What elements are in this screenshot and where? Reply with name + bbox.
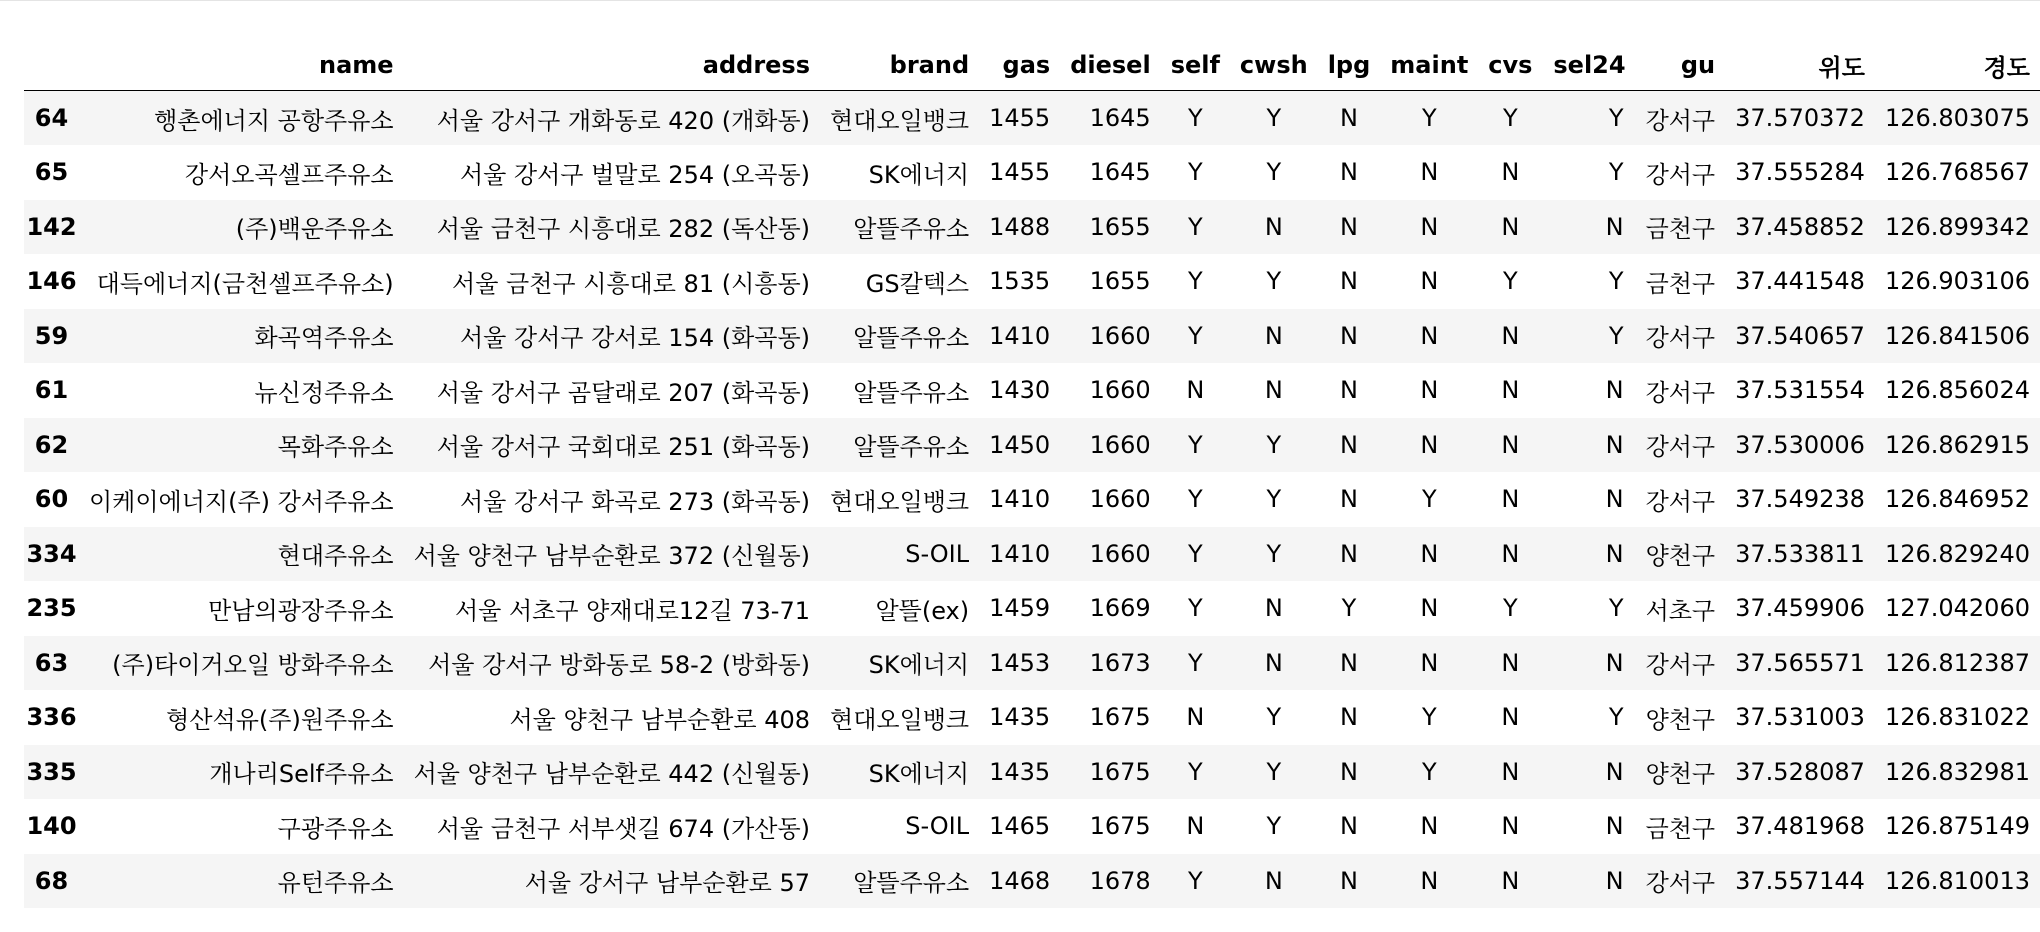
cell-latitude: 37.570372	[1735, 104, 1865, 132]
cell-latitude: 37.565571	[1735, 648, 1865, 677]
cell-cvs: Y	[1503, 594, 1518, 623]
column-header-lpg: lpg	[1318, 44, 1381, 91]
table-row	[24, 854, 2040, 909]
cell-longitude: 126.831022	[1884, 703, 2030, 732]
row-index: 64	[34, 104, 69, 132]
cell-brand: GS칼텍스	[865, 269, 970, 298]
cell-maint: N	[1420, 321, 1439, 350]
cell-gas: 1410	[989, 539, 1051, 568]
cell-sel24: N	[1605, 212, 1624, 241]
cell-cvs: N	[1501, 321, 1520, 350]
cell-longitude: 126.812387	[1884, 648, 2030, 677]
cell-maint: Y	[1421, 104, 1437, 132]
cell-lpg: N	[1340, 485, 1358, 514]
column-header-index	[24, 44, 79, 91]
cell-address: 서울 양천구 남부순환로 408	[509, 705, 811, 734]
table-row	[24, 581, 2040, 636]
cell-cvs: N	[1501, 376, 1520, 405]
cell-cwsh: Y	[1266, 104, 1282, 132]
cell-brand: 알뜰(ex)	[875, 596, 970, 625]
column-header-latitude: 위도	[1725, 44, 1875, 91]
cell-sel24: N	[1605, 539, 1624, 568]
cell-cvs: N	[1501, 703, 1520, 732]
cell-self: N	[1186, 812, 1205, 841]
cell-cvs: Y	[1503, 104, 1518, 132]
cell-self: Y	[1187, 539, 1203, 568]
cell-lpg: N	[1340, 267, 1358, 296]
cell-lpg: N	[1340, 812, 1358, 841]
cell-gas: 1453	[989, 648, 1051, 677]
cell-gu: 서초구	[1645, 596, 1716, 625]
cell-diesel: 1660	[1089, 430, 1151, 459]
cell-cwsh: Y	[1266, 267, 1282, 296]
cell-sel24: N	[1605, 757, 1624, 786]
table-row	[24, 418, 2040, 473]
column-header-address: address	[404, 44, 820, 91]
cell-address: 서울 강서구 방화동로 58-2 (방화동)	[428, 651, 811, 680]
cell-brand: 알뜰주유소	[853, 378, 970, 407]
cell-address: 서울 강서구 화곡로 273 (화곡동)	[459, 487, 811, 516]
cell-lpg: N	[1340, 321, 1358, 350]
cell-name: 이케이에너지(주) 강서주유소	[88, 487, 394, 516]
cell-name: 구광주유소	[277, 814, 394, 843]
cell-self: Y	[1187, 648, 1203, 677]
cell-gas: 1430	[989, 376, 1051, 405]
cell-sel24: Y	[1608, 594, 1624, 623]
cell-name: 형산석유(주)원주유소	[166, 705, 394, 734]
cell-cwsh: Y	[1266, 430, 1282, 459]
cell-sel24: N	[1605, 376, 1624, 405]
cell-name: (주)타이거오일 방화주유소	[112, 651, 394, 680]
cell-name: 현대주유소	[277, 542, 394, 571]
cell-self: N	[1186, 703, 1205, 732]
cell-cvs: N	[1501, 430, 1520, 459]
row-index: 68	[34, 866, 69, 895]
cell-cvs: N	[1501, 866, 1520, 895]
cell-latitude: 37.557144	[1735, 866, 1865, 895]
cell-sel24: Y	[1608, 158, 1624, 187]
cell-maint: N	[1420, 648, 1439, 677]
cell-latitude: 37.459906	[1735, 594, 1865, 623]
cell-gu: 강서구	[1645, 487, 1716, 516]
cell-address: 서울 금천구 시흥대로 282 (독산동)	[436, 215, 811, 244]
cell-maint: N	[1420, 430, 1439, 459]
cell-cwsh: Y	[1266, 485, 1282, 514]
cell-address: 서울 강서구 벌말로 254 (오곡동)	[459, 160, 811, 189]
cell-longitude: 126.803075	[1884, 104, 2030, 132]
row-index: 61	[34, 376, 69, 405]
cell-self: Y	[1187, 212, 1203, 241]
cell-maint: N	[1420, 812, 1439, 841]
cell-gas: 1435	[989, 703, 1051, 732]
cell-gu: 양천구	[1645, 705, 1716, 734]
cell-sel24: Y	[1608, 703, 1624, 732]
cell-self: Y	[1187, 757, 1203, 786]
cell-gas: 1455	[989, 104, 1051, 132]
cell-cwsh: N	[1264, 866, 1283, 895]
cell-address: 서울 강서구 곰달래로 207 (화곡동)	[436, 378, 811, 407]
cell-latitude: 37.533811	[1735, 539, 1865, 568]
cell-maint: N	[1420, 866, 1439, 895]
cell-lpg: N	[1340, 430, 1358, 459]
cell-latitude: 37.555284	[1735, 158, 1865, 187]
cell-diesel: 1675	[1089, 703, 1151, 732]
cell-cwsh: N	[1264, 321, 1283, 350]
cell-brand: SK에너지	[868, 760, 970, 789]
cell-longitude: 126.832981	[1884, 757, 2030, 786]
cell-lpg: N	[1340, 539, 1358, 568]
cell-self: Y	[1187, 866, 1203, 895]
cell-name: 만남의광장주유소	[208, 596, 394, 625]
table-row	[24, 472, 2040, 527]
column-header-sel24: sel24	[1542, 44, 1635, 91]
cell-name: 화곡역주유소	[254, 324, 394, 353]
cell-maint: Y	[1421, 485, 1437, 514]
cell-diesel: 1660	[1089, 539, 1151, 568]
cell-diesel: 1669	[1089, 594, 1151, 623]
cell-self: Y	[1187, 267, 1203, 296]
cell-maint: N	[1420, 158, 1439, 187]
column-header-gu: gu	[1636, 44, 1726, 91]
cell-brand: 알뜰주유소	[853, 324, 970, 353]
cell-gas: 1410	[989, 485, 1051, 514]
table-row	[24, 91, 2040, 146]
cell-maint: N	[1420, 376, 1439, 405]
row-index: 335	[26, 757, 77, 786]
dataframe-output	[24, 44, 2040, 908]
cell-maint: N	[1420, 267, 1439, 296]
cell-lpg: N	[1340, 158, 1358, 187]
cell-latitude: 37.481968	[1735, 812, 1865, 841]
cell-name: 행촌에너지 공항주유소	[154, 106, 394, 135]
cell-address: 서울 강서구 강서로 154 (화곡동)	[459, 324, 811, 353]
cell-brand: 현대오일뱅크	[830, 106, 970, 135]
cell-longitude: 127.042060	[1884, 594, 2030, 623]
cell-name: 목화주유소	[277, 433, 394, 462]
table-row	[24, 799, 2040, 854]
cell-diesel: 1655	[1089, 267, 1151, 296]
cell-self: Y	[1187, 158, 1203, 187]
cell-name: (주)백운주유소	[235, 215, 394, 244]
cell-sel24: N	[1605, 866, 1624, 895]
column-header-name: name	[79, 44, 404, 91]
row-index: 65	[34, 158, 69, 187]
cell-lpg: N	[1340, 866, 1358, 895]
row-index: 334	[26, 539, 77, 568]
cell-lpg: N	[1340, 104, 1358, 132]
cell-cwsh: N	[1264, 376, 1283, 405]
cell-longitude: 126.903106	[1884, 267, 2030, 296]
table-row	[24, 254, 2040, 309]
cell-brand: S-OIL	[905, 812, 970, 841]
cell-brand: 알뜰주유소	[853, 433, 970, 462]
cell-sel24: N	[1605, 430, 1624, 459]
cell-sel24: N	[1605, 485, 1624, 514]
cell-gu: 강서구	[1645, 433, 1716, 462]
cell-cwsh: N	[1264, 212, 1283, 241]
cell-maint: N	[1420, 212, 1439, 241]
column-header-longitude: 경도	[1875, 44, 2040, 91]
cell-brand: 알뜰주유소	[853, 215, 970, 244]
cell-address: 서울 강서구 개화동로 420 (개화동)	[436, 106, 811, 135]
table-row	[24, 200, 2040, 255]
cell-cwsh: N	[1264, 594, 1283, 623]
cell-maint: N	[1420, 539, 1439, 568]
dataframe-table	[24, 44, 2040, 908]
cell-gas: 1435	[989, 757, 1051, 786]
row-index: 60	[34, 485, 69, 514]
cell-cvs: Y	[1503, 267, 1518, 296]
table-row	[24, 636, 2040, 691]
cell-gas: 1455	[989, 158, 1051, 187]
cell-brand: 현대오일뱅크	[830, 487, 970, 516]
table-row	[24, 145, 2040, 200]
cell-name: 강서오곡셀프주유소	[184, 160, 394, 189]
cell-gas: 1468	[989, 866, 1051, 895]
cell-cwsh: Y	[1266, 539, 1282, 568]
row-index: 59	[34, 321, 69, 350]
cell-sel24: Y	[1608, 267, 1624, 296]
cell-name: 뉴신정주유소	[254, 378, 394, 407]
cell-diesel: 1655	[1089, 212, 1151, 241]
cell-cvs: N	[1501, 158, 1520, 187]
cell-latitude: 37.531003	[1735, 703, 1865, 732]
table-row	[24, 745, 2040, 800]
column-header-cvs: cvs	[1478, 44, 1542, 91]
cell-cvs: N	[1501, 212, 1520, 241]
cell-cwsh: Y	[1266, 757, 1282, 786]
cell-gas: 1450	[989, 430, 1051, 459]
cell-address: 서울 양천구 남부순환로 442 (신월동)	[413, 760, 811, 789]
cell-maint: N	[1420, 594, 1439, 623]
column-header-gas: gas	[979, 44, 1060, 91]
cell-gu: 강서구	[1645, 378, 1716, 407]
cell-gu: 양천구	[1645, 542, 1716, 571]
cell-gas: 1459	[989, 594, 1051, 623]
cell-gu: 강서구	[1645, 160, 1716, 189]
cell-cvs: N	[1501, 539, 1520, 568]
cell-diesel: 1660	[1089, 321, 1151, 350]
cell-longitude: 126.862915	[1884, 430, 2030, 459]
row-index: 146	[26, 267, 77, 296]
cell-address: 서울 강서구 남부순환로 57	[524, 869, 811, 898]
cell-gas: 1535	[989, 267, 1051, 296]
column-header-self: self	[1161, 44, 1230, 91]
cell-diesel: 1678	[1089, 866, 1151, 895]
cell-cvs: N	[1501, 648, 1520, 677]
cell-diesel: 1675	[1089, 757, 1151, 786]
table-row	[24, 527, 2040, 582]
cell-longitude: 126.899342	[1884, 212, 2030, 241]
cell-diesel: 1660	[1089, 485, 1151, 514]
cell-address: 서울 금천구 시흥대로 81 (시흥동)	[452, 269, 811, 298]
cell-sel24: Y	[1608, 104, 1624, 132]
cell-brand: 알뜰주유소	[853, 869, 970, 898]
cell-cwsh: Y	[1266, 158, 1282, 187]
cell-diesel: 1645	[1089, 158, 1151, 187]
row-index: 142	[26, 212, 77, 241]
row-index: 235	[26, 594, 77, 623]
cell-cwsh: Y	[1266, 703, 1282, 732]
column-header-brand: brand	[820, 44, 979, 91]
cell-gu: 강서구	[1645, 324, 1716, 353]
cell-longitude: 126.810013	[1884, 866, 2030, 895]
cell-cvs: N	[1501, 485, 1520, 514]
cell-longitude: 126.875149	[1884, 812, 2030, 841]
cell-self: N	[1186, 376, 1205, 405]
cell-self: Y	[1187, 104, 1203, 132]
cell-name: 유턴주유소	[277, 869, 394, 898]
cell-gu: 금천구	[1645, 814, 1716, 843]
cell-brand: S-OIL	[905, 539, 970, 568]
cell-address: 서울 서초구 양재대로12길 73-71	[455, 596, 811, 625]
row-index: 140	[26, 812, 77, 841]
table-body	[24, 91, 2040, 909]
cell-brand: SK에너지	[868, 651, 970, 680]
cell-longitude: 126.856024	[1884, 376, 2030, 405]
cell-lpg: Y	[1341, 594, 1357, 623]
cell-gu: 강서구	[1645, 651, 1716, 680]
cell-maint: Y	[1421, 757, 1437, 786]
column-header-maint: maint	[1380, 44, 1478, 91]
cell-gu: 금천구	[1645, 269, 1716, 298]
cell-address: 서울 금천구 서부샛길 674 (가산동)	[436, 814, 811, 843]
cell-lpg: N	[1340, 757, 1358, 786]
cell-longitude: 126.768567	[1884, 158, 2030, 187]
cell-brand: SK에너지	[868, 160, 970, 189]
cell-name: 대득에너지(금천셀프주유소)	[96, 269, 394, 298]
cell-cwsh: Y	[1266, 812, 1282, 841]
row-index: 62	[34, 430, 69, 459]
row-index: 336	[26, 703, 77, 732]
cell-latitude: 37.531554	[1735, 376, 1865, 405]
cell-longitude: 126.841506	[1884, 321, 2030, 350]
cell-latitude: 37.540657	[1735, 321, 1865, 350]
cell-gu: 양천구	[1645, 760, 1716, 789]
cell-gas: 1465	[989, 812, 1051, 841]
cell-maint: Y	[1421, 703, 1437, 732]
cell-gu: 강서구	[1645, 106, 1716, 135]
column-header-cwsh: cwsh	[1230, 44, 1318, 91]
cell-gas: 1488	[989, 212, 1051, 241]
cell-address: 서울 강서구 국회대로 251 (화곡동)	[436, 433, 811, 462]
top-divider	[0, 0, 2040, 1]
cell-self: Y	[1187, 594, 1203, 623]
cell-cvs: N	[1501, 812, 1520, 841]
cell-lpg: N	[1340, 648, 1358, 677]
cell-latitude: 37.458852	[1735, 212, 1865, 241]
cell-longitude: 126.846952	[1884, 485, 2030, 514]
cell-cwsh: N	[1264, 648, 1283, 677]
cell-sel24: N	[1605, 812, 1624, 841]
cell-lpg: N	[1340, 212, 1358, 241]
cell-self: Y	[1187, 485, 1203, 514]
cell-gu: 금천구	[1645, 215, 1716, 244]
cell-latitude: 37.530006	[1735, 430, 1865, 459]
cell-latitude: 37.441548	[1735, 267, 1865, 296]
cell-cvs: N	[1501, 757, 1520, 786]
cell-self: Y	[1187, 321, 1203, 350]
table-row	[24, 363, 2040, 418]
cell-gas: 1410	[989, 321, 1051, 350]
row-index: 63	[34, 648, 69, 677]
cell-diesel: 1673	[1089, 648, 1151, 677]
cell-address: 서울 양천구 남부순환로 372 (신월동)	[413, 542, 811, 571]
cell-sel24: N	[1605, 648, 1624, 677]
cell-self: Y	[1187, 430, 1203, 459]
cell-diesel: 1675	[1089, 812, 1151, 841]
cell-lpg: N	[1340, 376, 1358, 405]
cell-latitude: 37.549238	[1735, 485, 1865, 514]
cell-name: 개나리Self주유소	[209, 760, 394, 789]
cell-diesel: 1645	[1089, 104, 1151, 132]
cell-sel24: Y	[1608, 321, 1624, 350]
table-row	[24, 309, 2040, 364]
cell-gu: 강서구	[1645, 869, 1716, 898]
column-header-diesel: diesel	[1060, 44, 1160, 91]
table-row	[24, 690, 2040, 745]
header-row	[24, 44, 2040, 91]
cell-diesel: 1660	[1089, 376, 1151, 405]
cell-longitude: 126.829240	[1884, 539, 2030, 568]
cell-latitude: 37.528087	[1735, 757, 1865, 786]
cell-lpg: N	[1340, 703, 1358, 732]
cell-brand: 현대오일뱅크	[830, 705, 970, 734]
